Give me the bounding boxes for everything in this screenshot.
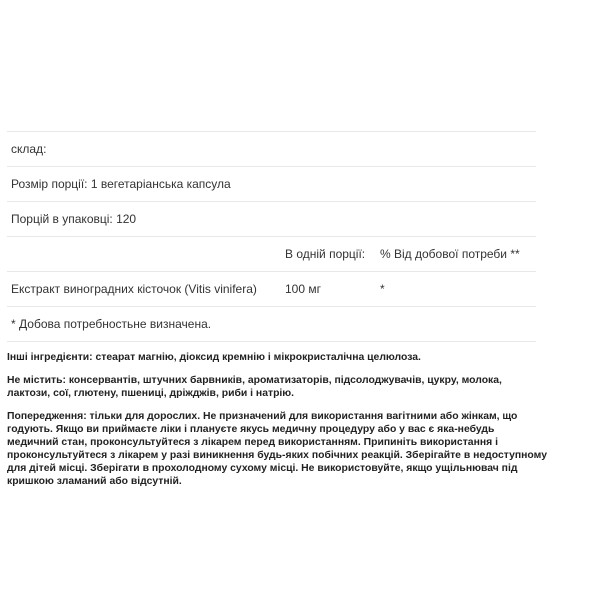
servings-per-container: Порцій в упаковці: 120 <box>11 212 137 226</box>
composition-label: склад: <box>11 142 47 156</box>
table-header-row <box>7 237 536 272</box>
servings-per-container-row <box>7 202 536 237</box>
ingredient-name: Екстракт виноградних кісточок (Vitis vinifera) <box>11 282 257 296</box>
ingredient-amount: 100 мг <box>285 282 321 296</box>
ingredient-daily-value: * <box>380 282 385 296</box>
does-not-contain: Не містить: консервантів, штучних барвників, ароматизаторів, підсолоджувачів, цукру, молока, лактози, сої, глютену, пшениці, дріжджів, риби і натрію. <box>7 375 502 399</box>
composition-row <box>7 132 536 167</box>
footnote: * Добова потребностьне визначена. <box>11 317 212 331</box>
footnote-row <box>7 307 536 342</box>
other-ingredients: Інші інгредієнти: стеарат магнію, діоксид кремнію і мікрокристалічна целюлоза. <box>7 352 421 363</box>
table-row <box>7 272 536 307</box>
warning: Попередження: тільки для дорослих. Не призначений для використання вагітними або жінкам, що годують. Якщо ви приймаєте ліки і плануєте якусь медичну процедуру або у вас є яка-небудь медичний стан, проконсультуйтеся з лікарем перед використанням. Припиніть використання і проконсультуйтеся з лікарем у разі виникнення будь-яких побічних реакцій. Зберігайте в недоступному для дітей місці. Зберігати в прохолодному сухому місці. Не використовуйте, якщо ущільнювач під кришкою зламаний або відсутній. <box>7 411 547 487</box>
product-notes <box>7 351 547 498</box>
header-daily-value: % Від добової потреби ** <box>380 247 520 261</box>
supplement-facts-table <box>7 131 536 342</box>
header-per-serving: В одній порції: <box>285 247 366 261</box>
serving-size: Розмір порції: 1 вегетаріанська капсула <box>11 177 231 191</box>
serving-size-row <box>7 167 536 202</box>
